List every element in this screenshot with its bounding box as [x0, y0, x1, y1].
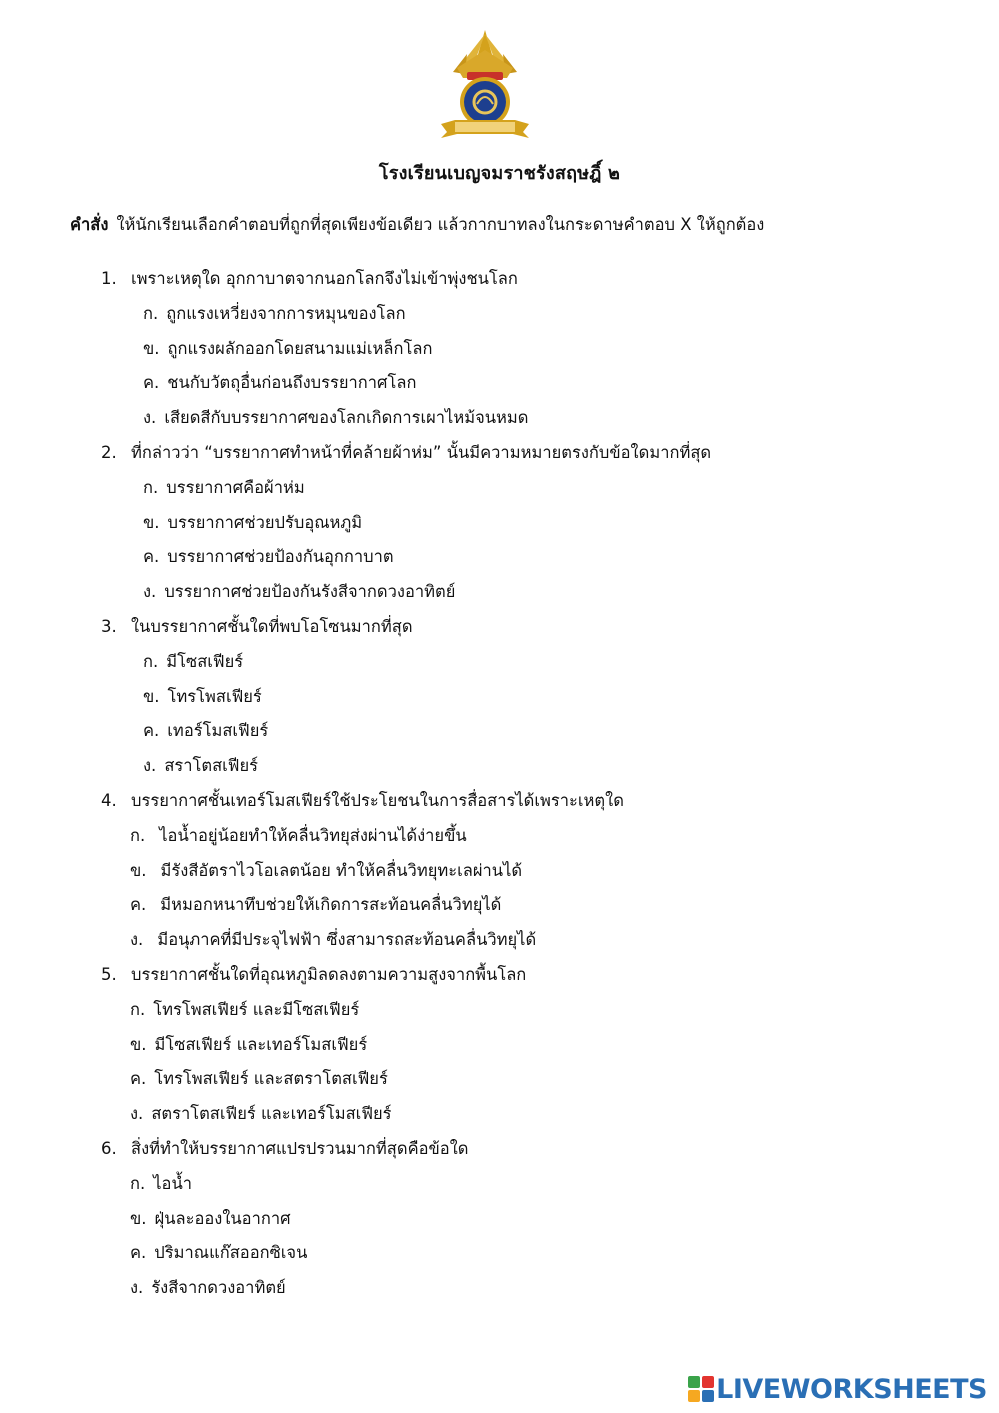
- choice[interactable]: [0, 332, 999, 367]
- choice[interactable]: [0, 819, 999, 854]
- choice-text: มีโซสเฟียร์ และเทอร์โมสเฟียร์: [154, 1034, 368, 1054]
- choice-label: ค.: [130, 1243, 147, 1263]
- choice[interactable]: [0, 680, 999, 715]
- choice[interactable]: [0, 1236, 999, 1271]
- choice-text: มีหมอกหนาทึบช่วยให้เกิดการสะท้อนคลื่นวิทยุได้: [160, 895, 502, 915]
- choice[interactable]: [0, 401, 999, 436]
- choice-text: โทรโพสเฟียร์ และมีโซสเฟียร์: [153, 999, 360, 1019]
- choice[interactable]: [0, 645, 999, 680]
- choice-label: ค.: [130, 895, 147, 915]
- question-2: [0, 436, 999, 471]
- choice-label: ก.: [143, 651, 159, 671]
- choice[interactable]: [0, 1097, 999, 1132]
- choice-label: ข.: [143, 686, 160, 706]
- instruction-text: ให้นักเรียนเลือกคำตอบที่ถูกที่สุดเพียงข้อเดียว แล้วกากบาทลงในกระดาษคำตอบ X ให้ถูกต้อง: [116, 215, 765, 234]
- choice-text: ฝุ่นละอองในอากาศ: [154, 1208, 291, 1228]
- question-number: 4.: [101, 790, 117, 810]
- choice[interactable]: [0, 923, 999, 958]
- choice-label: ง.: [143, 582, 157, 602]
- choice-text: โทรโพสเฟียร์ และสตราโตสเฟียร์: [154, 1069, 388, 1089]
- choice-label: ข.: [130, 860, 147, 880]
- choice-text: ถูกแรงผลักออกโดยสนามแม่เหล็กโลก: [167, 338, 433, 358]
- instruction: [70, 212, 764, 238]
- choice-text: สราโตสเฟียร์: [164, 756, 259, 776]
- choice-label: ก.: [143, 303, 159, 323]
- choice-label: ง.: [143, 756, 157, 776]
- choice[interactable]: [0, 506, 999, 541]
- choice-label: ง.: [130, 930, 144, 950]
- choice[interactable]: [0, 1271, 999, 1306]
- choice-text: ไอน้ำ: [153, 1173, 193, 1193]
- question-number: 6.: [101, 1138, 117, 1158]
- question-number: 2.: [101, 442, 117, 462]
- choice-label: ข.: [130, 1208, 147, 1228]
- choice-label: ข.: [130, 1034, 147, 1054]
- choice-text: ปริมาณแก๊สออกซิเจน: [154, 1243, 308, 1263]
- choice[interactable]: [0, 471, 999, 506]
- choice[interactable]: [0, 366, 999, 401]
- choice-label: ก.: [130, 999, 146, 1019]
- choice-label: ค.: [130, 1069, 147, 1089]
- choice-label: ง.: [130, 1278, 144, 1298]
- choice[interactable]: [0, 854, 999, 889]
- choice-text: บรรยากาศคือผ้าห่ม: [166, 477, 305, 497]
- choice-text: ชนกับวัตถุอื่นก่อนถึงบรรยากาศโลก: [167, 373, 417, 393]
- choice-label: ค.: [143, 547, 160, 567]
- choice-text: เสียดสีกับบรรยากาศของโลกเกิดการเผาไหม้จนหมด: [164, 408, 529, 428]
- choice[interactable]: [0, 1062, 999, 1097]
- brand-text: LIVEWORKSHEETS: [716, 1373, 987, 1405]
- question-1: [0, 262, 999, 297]
- question-number: 3.: [101, 616, 117, 636]
- choice-text: ไอน้ำอยู่น้อยทำให้คลื่นวิทยุส่งผ่านได้ง่ายขึ้น: [159, 825, 467, 845]
- question-text: สิ่งที่ทำให้บรรยากาศแปรปรวนมากที่สุดคือข้อใด: [131, 1138, 469, 1158]
- choice-text: รังสีจากดวงอาทิตย์: [151, 1278, 286, 1298]
- choice-text: มีรังสีอัตราไวโอเลตน้อย ทำให้คลื่นวิทยุทะเลผ่านได้: [160, 860, 523, 880]
- choice-text: มีอนุภาคที่มีประจุไฟฟ้า ซึ่งสามารถสะท้อนคลื่นวิทยุได้: [157, 930, 537, 950]
- question-text: บรรยากาศชั้นใดที่อุณหภูมิลดลงตามความสูงจากพื้นโลก: [131, 964, 527, 984]
- school-crest-icon: [437, 28, 533, 140]
- choice-text: ถูกแรงเหวี่ยงจากการหมุนของโลก: [166, 303, 406, 323]
- choice-label: ง.: [143, 408, 157, 428]
- choice-label: ง.: [130, 1104, 144, 1124]
- choice-text: โทรโพสเฟียร์: [167, 686, 262, 706]
- choice-text: เทอร์โมสเฟียร์: [167, 721, 269, 741]
- choice-text: บรรยากาศช่วยป้องกันอุกกาบาต: [167, 547, 394, 567]
- choice[interactable]: [0, 749, 999, 784]
- choice-text: บรรยากาศช่วยปรับอุณหภูมิ: [167, 512, 363, 532]
- question-text: บรรยากาศชั้นเทอร์โมสเฟียร์ใช้ประโยชนในการสื่อสารได้เพราะเหตุใด: [131, 790, 624, 810]
- choice-text: สตราโตสเฟียร์ และเทอร์โมสเฟียร์: [151, 1104, 392, 1124]
- choice-label: ก.: [143, 477, 159, 497]
- liveworksheets-brand: [688, 1372, 987, 1406]
- choice[interactable]: [0, 888, 999, 923]
- question-number: 1.: [101, 269, 117, 288]
- choice[interactable]: [0, 1167, 999, 1202]
- instruction-label: คำสั่ง: [70, 215, 109, 234]
- choice-label: ข.: [143, 338, 160, 358]
- choice[interactable]: [0, 993, 999, 1028]
- choice-label: ก.: [130, 825, 146, 845]
- school-name: โรงเรียนเบญจมราชรังสฤษฎิ์ ๒: [378, 163, 621, 184]
- question-list: [0, 262, 999, 1306]
- question-number: 5.: [101, 964, 117, 984]
- question-5: [0, 958, 999, 993]
- choice[interactable]: [0, 540, 999, 575]
- choice[interactable]: [0, 575, 999, 610]
- question-4: [0, 784, 999, 819]
- choice[interactable]: [0, 297, 999, 332]
- choice[interactable]: [0, 714, 999, 749]
- choice[interactable]: [0, 1202, 999, 1237]
- choice-label: ค.: [143, 721, 160, 741]
- question-text: เพราะเหตุใด อุกกาบาตจากนอกโลกจึงไม่เข้าพุ่งชนโลก: [131, 269, 518, 288]
- choice[interactable]: [0, 1028, 999, 1063]
- choice-text: บรรยากาศช่วยป้องกันรังสีจากดวงอาทิตย์: [164, 582, 456, 602]
- question-6: [0, 1132, 999, 1167]
- question-text: ที่กล่าวว่า “บรรยากาศทำหน้าที่คล้ายผ้าห่ม” นั้นมีความหมายตรงกับข้อใดมากที่สุด: [131, 442, 712, 462]
- choice-label: ค.: [143, 373, 160, 393]
- question-text: ในบรรยากาศชั้นใดที่พบโอโซนมากที่สุด: [131, 616, 413, 636]
- choice-text: มีโซสเฟียร์: [166, 651, 244, 671]
- liveworksheets-logo-icon: [688, 1376, 714, 1402]
- question-3: [0, 610, 999, 645]
- choice-label: ก.: [130, 1173, 146, 1193]
- choice-label: ข.: [143, 512, 160, 532]
